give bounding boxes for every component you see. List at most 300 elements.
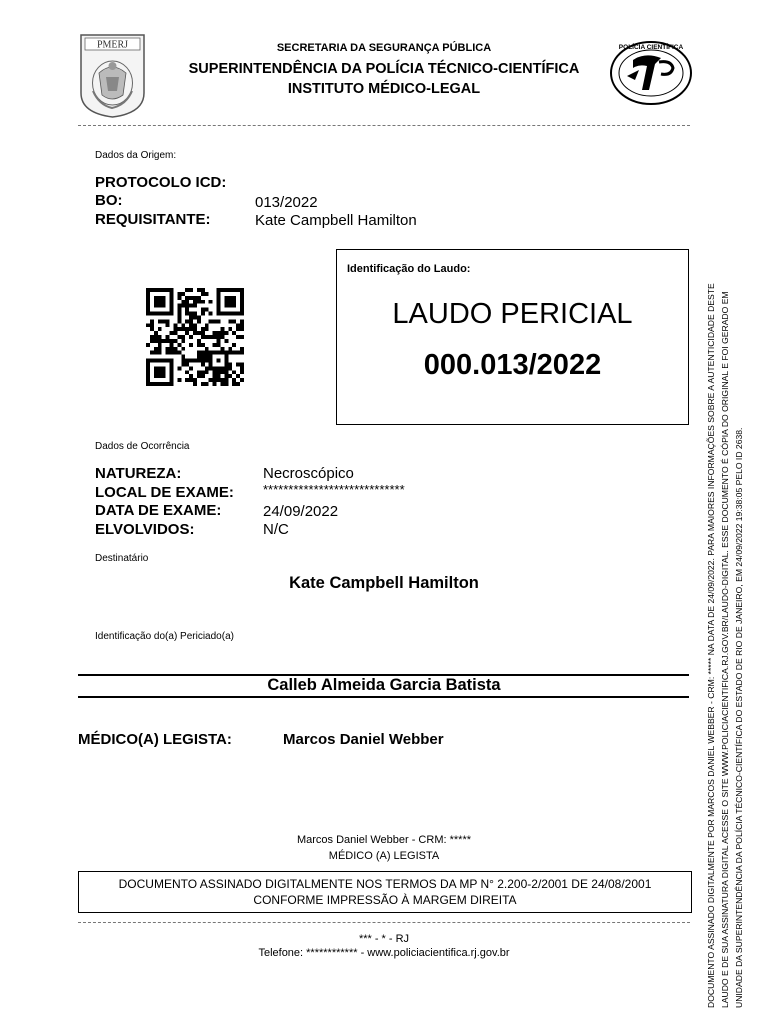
qr-module: [150, 323, 154, 327]
qr-module: [240, 300, 244, 304]
qr-module: [154, 339, 158, 343]
qr-module: [217, 308, 221, 312]
qr-module: [146, 312, 150, 316]
header-instituto: INSTITUTO MÉDICO-LEGAL: [287, 81, 481, 97]
qr-module: [205, 308, 209, 312]
qr-module: [232, 378, 236, 382]
qr-module: [240, 288, 244, 292]
header-superintendencia: SUPERINTENDÊNCIA DA POLÍCIA TÉCNICO-CIENTÍFICA: [188, 61, 580, 77]
qr-module: [217, 366, 221, 370]
laudo-identification-box: [336, 249, 689, 425]
qr-module: [224, 296, 228, 300]
qr-module: [228, 288, 232, 292]
qr-module: [201, 343, 205, 347]
qr-module: [205, 370, 209, 374]
qr-module: [217, 370, 221, 374]
qr-module: [146, 288, 150, 292]
qr-module: [154, 374, 158, 378]
qr-module: [166, 339, 170, 343]
qr-module: [228, 319, 232, 323]
qr-module: [173, 327, 177, 331]
qr-module: [166, 382, 170, 386]
qr-module: [201, 308, 205, 312]
qr-module: [193, 315, 197, 319]
qr-module: [213, 319, 217, 323]
side-text-line3: UNIDADE DA SUPERINTENDÊNCIA DA POLÍCIA TÉCNICO-CIENTÍFICA DO ESTADO DE RIO DE JANEIRO, EM 24/09/2022 19:38:05 PELO ID 2638.: [734, 427, 744, 1008]
qr-module: [220, 331, 224, 335]
qr-module: [209, 300, 213, 304]
qr-module: [201, 331, 205, 335]
qr-module: [181, 335, 185, 339]
qr-module: [146, 308, 150, 312]
qr-module: [224, 366, 228, 370]
qr-module: [150, 339, 154, 343]
qr-module: [224, 362, 228, 366]
qr-module: [181, 339, 185, 343]
qr-module: [224, 331, 228, 335]
qr-module: [146, 370, 150, 374]
qr-module: [189, 359, 193, 363]
qr-module: [170, 374, 174, 378]
qr-module: [205, 327, 209, 331]
qr-module: [236, 374, 240, 378]
qr-module: [185, 308, 189, 312]
qr-module: [197, 300, 201, 304]
qr-module: [173, 351, 177, 355]
qr-module: [189, 288, 193, 292]
qr-module: [220, 288, 224, 292]
qr-module: [205, 292, 209, 296]
qr-module: [232, 382, 236, 386]
qr-module: [150, 382, 154, 386]
qr-module: [185, 327, 189, 331]
qr-module: [162, 370, 166, 374]
qr-module: [217, 343, 221, 347]
qr-module: [197, 370, 201, 374]
qr-module: [232, 296, 236, 300]
qr-module: [154, 351, 158, 355]
qr-module: [201, 355, 205, 359]
signature-role: MÉDICO (A) LEGISTA: [328, 850, 440, 862]
qr-module: [162, 288, 166, 292]
qr-module: [170, 382, 174, 386]
qr-module: [213, 331, 217, 335]
destinatario-name: Kate Campbell Hamilton: [289, 574, 479, 592]
qr-module: [189, 366, 193, 370]
side-text-line2: LAUDO E DE SUA ASSINATURA DIGITAL ACESSE O SITE WWW.POLICIACIENTIFICA.RJ.GOV.BR/LAUDO-DIGITAL. ESSE DOCUMENTO É CÓPIA DO ORIGINAL E FOI GERADO EM: [720, 291, 730, 1008]
qr-module: [185, 362, 189, 366]
qr-module: [240, 347, 244, 351]
qr-module: [177, 378, 181, 382]
qr-module: [166, 347, 170, 351]
qr-module: [189, 374, 193, 378]
qr-module: [224, 359, 228, 363]
qr-module: [166, 312, 170, 316]
qr-module: [146, 292, 150, 296]
qr-module: [232, 288, 236, 292]
qr-module: [197, 288, 201, 292]
qr-module: [224, 300, 228, 304]
qr-module: [150, 335, 154, 339]
qr-module: [170, 362, 174, 366]
qr-module: [189, 296, 193, 300]
qr-module: [162, 366, 166, 370]
qr-module: [158, 339, 162, 343]
qr-module: [170, 366, 174, 370]
header-divider: [78, 125, 690, 126]
qr-module: [158, 304, 162, 308]
laudo-title: LAUDO PERICIAL: [392, 298, 633, 330]
qr-module: [217, 292, 221, 296]
qr-module: [154, 370, 158, 374]
qr-module: [166, 288, 170, 292]
qr-module: [205, 382, 209, 386]
qr-module: [162, 339, 166, 343]
qr-module: [185, 319, 189, 323]
qr-module: [146, 374, 150, 378]
qr-module: [170, 292, 174, 296]
qr-module: [220, 335, 224, 339]
qr-module: [232, 300, 236, 304]
qr-module: [146, 304, 150, 308]
data-exame-value: 24/09/2022: [263, 503, 339, 520]
qr-module: [189, 312, 193, 316]
qr-module: [213, 382, 217, 386]
qr-module: [205, 347, 209, 351]
qr-module: [177, 315, 181, 319]
qr-module: [181, 304, 185, 308]
qr-module: [150, 327, 154, 331]
qr-module: [170, 351, 174, 355]
bo-value: 013/2022: [255, 194, 318, 211]
laudo-section-label: Identificação do Laudo:: [347, 263, 471, 275]
qr-module: [189, 315, 193, 319]
qr-module: [205, 359, 209, 363]
qr-module: [193, 359, 197, 363]
qr-module: [201, 359, 205, 363]
qr-code: [145, 288, 245, 386]
qr-module: [177, 312, 181, 316]
qr-module: [197, 339, 201, 343]
qr-module: [228, 327, 232, 331]
qr-module: [217, 374, 221, 378]
qr-module: [158, 343, 162, 347]
qr-module: [220, 351, 224, 355]
qr-module: [158, 300, 162, 304]
qr-module: [224, 339, 228, 343]
qr-module: [213, 378, 217, 382]
qr-module: [232, 319, 236, 323]
qr-module: [224, 370, 228, 374]
qr-module: [185, 370, 189, 374]
qr-module: [177, 351, 181, 355]
qr-module: [158, 374, 162, 378]
pmerj-logo-text: PMERJ: [96, 39, 129, 51]
qr-module: [189, 323, 193, 327]
qr-module: [162, 319, 166, 323]
qr-module: [240, 292, 244, 296]
qr-module: [154, 296, 158, 300]
natureza-value: Necroscópico: [263, 465, 354, 482]
qr-module: [232, 304, 236, 308]
qr-module: [213, 366, 217, 370]
qr-module: [181, 292, 185, 296]
qr-module: [201, 300, 205, 304]
qr-module: [220, 327, 224, 331]
qr-module: [209, 355, 213, 359]
qr-module: [220, 378, 224, 382]
qr-module: [181, 355, 185, 359]
qr-module: [154, 335, 158, 339]
qr-module: [185, 300, 189, 304]
qr-module: [166, 323, 170, 327]
qr-module: [158, 296, 162, 300]
qr-module: [185, 312, 189, 316]
qr-module: [240, 304, 244, 308]
qr-module: [201, 335, 205, 339]
digital-signature-line1: DOCUMENTO ASSINADO DIGITALMENTE NOS TERMOS DA MP N° 2.200-2/2001 DE 24/08/2001: [118, 877, 652, 891]
qr-module: [189, 343, 193, 347]
qr-module: [185, 296, 189, 300]
qr-module: [170, 300, 174, 304]
qr-module: [150, 288, 154, 292]
qr-module: [240, 362, 244, 366]
qr-module: [189, 304, 193, 308]
qr-module: [154, 300, 158, 304]
qr-module: [154, 382, 158, 386]
qr-module: [181, 359, 185, 363]
qr-module: [205, 335, 209, 339]
qr-module: [162, 359, 166, 363]
qr-module: [170, 370, 174, 374]
qr-module: [236, 335, 240, 339]
qr-module: [181, 347, 185, 351]
side-text-line1: DOCUMENTO ASSINADO DIGITALMENTE POR MARCOS DANIEL WEBBER - CRM: ***** NA DATA DE 24/09/2022. PARA MAIORES INFORMAÇÕES SOBRE A AUTENTICIDADE DESTE: [706, 283, 716, 1008]
qr-module: [166, 335, 170, 339]
qr-module: [201, 327, 205, 331]
qr-module: [177, 366, 181, 370]
qr-module: [240, 312, 244, 316]
destinatario-section-label: Destinatário: [95, 553, 149, 564]
qr-module: [158, 382, 162, 386]
qr-module: [240, 351, 244, 355]
qr-module: [177, 319, 181, 323]
footer-address: *** - * - RJ: [358, 933, 410, 945]
natureza-label: NATUREZA:: [95, 465, 182, 482]
qr-module: [217, 296, 221, 300]
qr-module: [217, 331, 221, 335]
header-secretaria: SECRETARIA DA SEGURANÇA PÚBLICA: [276, 42, 492, 54]
qr-module: [170, 378, 174, 382]
medico-label: MÉDICO(A) LEGISTA:: [78, 731, 232, 748]
qr-module: [220, 312, 224, 316]
qr-module: [240, 308, 244, 312]
qr-module: [154, 304, 158, 308]
qr-module: [224, 374, 228, 378]
qr-module: [166, 351, 170, 355]
qr-module: [177, 308, 181, 312]
qr-module: [217, 300, 221, 304]
qr-module: [193, 300, 197, 304]
qr-module: [228, 300, 232, 304]
qr-module: [240, 296, 244, 300]
qr-module: [170, 308, 174, 312]
qr-module: [170, 347, 174, 351]
qr-module: [197, 319, 201, 323]
qr-module: [181, 362, 185, 366]
qr-module: [146, 359, 150, 363]
qr-module: [158, 288, 162, 292]
qr-module: [193, 296, 197, 300]
qr-module: [236, 362, 240, 366]
qr-module: [201, 292, 205, 296]
qr-module: [166, 319, 170, 323]
qr-module: [170, 288, 174, 292]
digital-signature-line2: CONFORME IMPRESSÃO À MARGEM DIREITA: [253, 893, 517, 907]
local-exame-value: ****************************: [263, 482, 405, 497]
qr-module: [158, 370, 162, 374]
periciado-section-label: Identificação do(a) Periciado(a): [95, 631, 234, 642]
qr-module: [197, 331, 201, 335]
protocolo-label: PROTOCOLO ICD:: [95, 174, 227, 191]
qr-module: [162, 300, 166, 304]
qr-module: [170, 312, 174, 316]
qr-module: [209, 351, 213, 355]
qr-module: [224, 304, 228, 308]
requisitante-label: REQUISITANTE:: [95, 211, 211, 228]
qr-module: [162, 374, 166, 378]
qr-module: [185, 378, 189, 382]
qr-module: [236, 351, 240, 355]
signature-name-crm: Marcos Daniel Webber - CRM: *****: [296, 834, 472, 846]
qr-module: [146, 366, 150, 370]
qr-module: [209, 312, 213, 316]
qr-module: [193, 323, 197, 327]
qr-module: [236, 382, 240, 386]
qr-module: [217, 378, 221, 382]
qr-module: [224, 382, 228, 386]
qr-module: [209, 319, 213, 323]
qr-module: [201, 382, 205, 386]
qr-module: [166, 359, 170, 363]
qr-module: [185, 359, 189, 363]
qr-module: [224, 288, 228, 292]
qr-module: [173, 339, 177, 343]
qr-module: [193, 331, 197, 335]
qr-module: [228, 351, 232, 355]
local-exame-label: LOCAL DE EXAME:: [95, 484, 234, 501]
qr-module: [240, 366, 244, 370]
footer-contact: Telefone: ************ - www.policiacientifica.rj.gov.br: [258, 947, 510, 959]
qr-module: [177, 327, 181, 331]
qr-module: [224, 312, 228, 316]
qr-module: [209, 362, 213, 366]
qr-module: [201, 374, 205, 378]
periciado-bottom-rule: [78, 696, 689, 698]
qr-module: [217, 335, 221, 339]
qr-module: [158, 366, 162, 370]
qr-module: [162, 312, 166, 316]
qr-module: [193, 378, 197, 382]
qr-module: [146, 382, 150, 386]
qr-module: [197, 351, 201, 355]
qr-module: [209, 366, 213, 370]
qr-module: [209, 335, 213, 339]
qr-module: [197, 374, 201, 378]
qr-module: [150, 312, 154, 316]
qr-module: [185, 331, 189, 335]
qr-module: [228, 312, 232, 316]
qr-module: [158, 335, 162, 339]
qr-module: [232, 312, 236, 316]
qr-module: [217, 339, 221, 343]
qr-module: [240, 335, 244, 339]
qr-module: [209, 378, 213, 382]
qr-module: [154, 359, 158, 363]
qr-module: [205, 351, 209, 355]
qr-module: [213, 370, 217, 374]
qr-module: [146, 300, 150, 304]
qr-module: [162, 304, 166, 308]
qr-module: [220, 366, 224, 370]
qr-module: [154, 347, 158, 351]
qr-module: [224, 378, 228, 382]
qr-module: [150, 359, 154, 363]
qr-module: [170, 339, 174, 343]
qr-module: [228, 347, 232, 351]
qr-module: [158, 351, 162, 355]
logo-right-text: POLÍCIA CIENTÍFICA: [618, 44, 684, 51]
qr-module: [177, 292, 181, 296]
qr-module: [228, 304, 232, 308]
qr-module: [189, 319, 193, 323]
qr-module: [193, 312, 197, 316]
envolvidos-value: N/C: [263, 521, 289, 538]
qr-module: [240, 378, 244, 382]
qr-module: [177, 296, 181, 300]
qr-module: [236, 323, 240, 327]
qr-module: [232, 351, 236, 355]
qr-module: [146, 296, 150, 300]
qr-module: [236, 288, 240, 292]
qr-module: [205, 355, 209, 359]
qr-module: [240, 323, 244, 327]
qr-module: [170, 359, 174, 363]
qr-module: [170, 331, 174, 335]
qr-module: [158, 327, 162, 331]
qr-module: [158, 319, 162, 323]
laudo-number: 000.013/2022: [423, 349, 602, 381]
qr-module: [189, 335, 193, 339]
medico-name: Marcos Daniel Webber: [283, 731, 444, 748]
qr-module: [181, 300, 185, 304]
ocorrencia-section-label: Dados de Ocorrência: [95, 441, 190, 452]
qr-module: [193, 304, 197, 308]
qr-module: [213, 343, 217, 347]
qr-module: [154, 288, 158, 292]
qr-module: [154, 331, 158, 335]
qr-module: [240, 370, 244, 374]
qr-module: [170, 296, 174, 300]
bo-label: BO:: [95, 192, 123, 209]
qr-module: [201, 351, 205, 355]
qr-module: [189, 327, 193, 331]
data-exame-label: DATA DE EXAME:: [95, 502, 222, 519]
qr-module: [209, 359, 213, 363]
qr-module: [193, 327, 197, 331]
qr-module: [213, 335, 217, 339]
qr-module: [224, 355, 228, 359]
